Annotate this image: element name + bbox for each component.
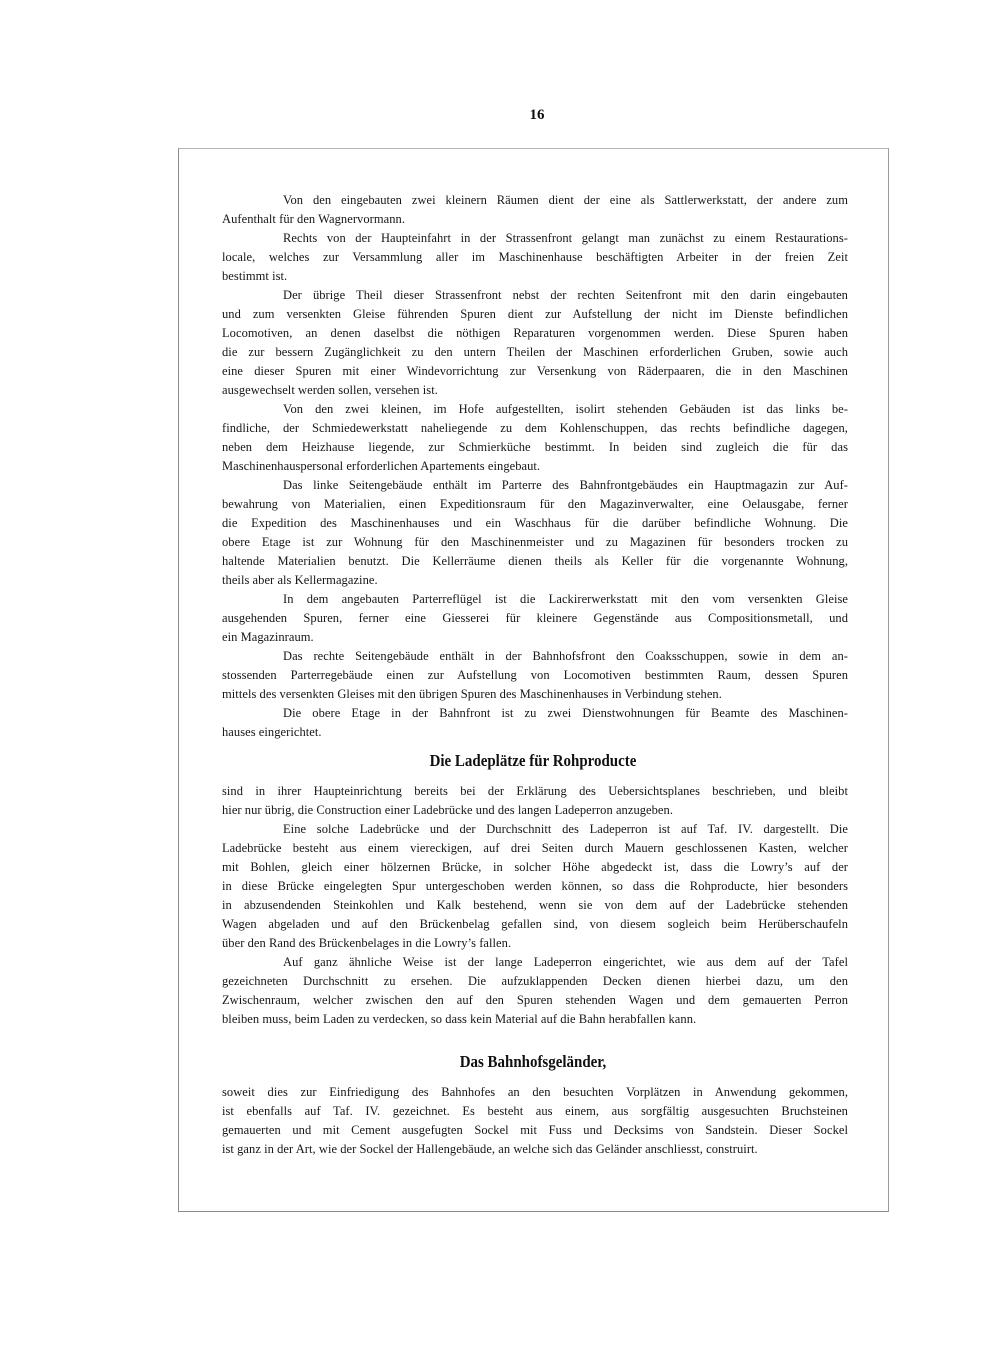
- text-line: findliche, der Schmiedewerkstatt naheliegende zu dem Kohlenschuppen, das rechts befindliche dagegen,: [222, 421, 848, 435]
- text-line: eine dieser Spuren mit einer Windevorrichtung zur Versenkung von Räderpaaren, die in den Maschinen: [222, 364, 848, 378]
- paragraph: [222, 191, 848, 229]
- text-line: stossenden Parterregebäude einen zur Aufstellung von Locomotiven bestimmten Raum, dessen Spuren: [222, 668, 848, 682]
- text-section: [222, 1050, 848, 1159]
- text-line: locale, welches zur Versammlung aller im Maschinenhause beschäftigten Arbeiter in der freien Zeit: [222, 250, 848, 264]
- text-line: in diese Brücke eingelegten Spur untergeschoben werden können, so dass die Rohproducte, hier besonders: [222, 879, 848, 893]
- text-line: Auf ganz ähnliche Weise ist der lange Ladeperron eingerichtet, wie aus dem auf der Tafel: [283, 955, 848, 969]
- text-line: in abzusendenden Steinkohlen und Kalk bestehend, wenn sie von dem auf der Ladebrücke stehenden: [222, 898, 848, 912]
- text-line: neben dem Heizhause liegende, zur Schmierküche bestimmt. In beiden sind zugleich die für das: [222, 440, 848, 454]
- paragraph: [222, 286, 848, 400]
- text-section: [222, 749, 848, 1029]
- text-line: Eine solche Ladebrücke und der Durchschnitt des Ladeperron ist auf Taf. IV. dargestellt. Die: [283, 822, 848, 836]
- section-heading: Das Bahnhofsgeländer,: [459, 1052, 607, 1071]
- paragraph: [222, 590, 848, 647]
- text-line: ist ebenfalls auf Taf. IV. gezeichnet. Es besteht aus einem, aus sorgfältig ausgesuchten Bruchsteinen: [222, 1104, 848, 1118]
- text-line: ausgehenden Spuren, ferner eine Giesserei für kleinere Gegenstände aus Compositionsmetall, und: [222, 611, 848, 625]
- text-line: Wagen abgeladen und auf den Brückenbelag gefallen sind, von diesem sogleich beim Herüberschaufeln: [222, 917, 848, 931]
- text-line: ausgewechselt werden sollen, versehen ist.: [222, 383, 438, 397]
- text-section: [222, 191, 848, 742]
- text-line: Das linke Seitengebäude enthält im Parterre des Bahnfrontgebäudes ein Hauptmagazin zur Auf-: [283, 478, 848, 492]
- text-line: hauses eingerichtet.: [222, 725, 322, 739]
- text-line: mit Bohlen, gleich einer hölzernen Brücke, in solcher Höhe abgedeckt ist, dass die Lowry’s auf der: [222, 860, 848, 874]
- text-line: sind in ihrer Haupteinrichtung bereits bei der Erklärung des Uebersichtsplanes beschrieben, und bleibt: [222, 784, 848, 798]
- paragraph: [222, 820, 848, 953]
- text-line: soweit dies zur Einfriedigung des Bahnhofes an den besuchten Vorplätzen in Anwendung gekommen,: [222, 1085, 848, 1099]
- text-line: In dem angebauten Parterreflügel ist die Lackirerwerkstatt mit den vom versenkten Gleise: [283, 592, 848, 606]
- text-line: Aufenthalt für den Wagnervormann.: [222, 212, 405, 226]
- text-line: ist ganz in der Art, wie der Sockel der Hallengebäude, an welche sich das Geländer anschliesst, construirt.: [222, 1142, 758, 1156]
- text-line: bewahrung von Materialien, einen Expeditionsraum für den Magazinverwalter, eine Oelausgabe, ferner: [222, 497, 848, 511]
- text-line: mittels des versenkten Gleises mit den übrigen Spuren des Maschinenhauses in Verbindung stehen.: [222, 687, 722, 701]
- paragraph: [222, 1083, 848, 1159]
- text-line: Von den eingebauten zwei kleinern Räumen dient der eine als Sattlerwerkstatt, der andere zum: [283, 193, 848, 207]
- text-line: hier nur übrig, die Construction einer Ladebrücke und des langen Ladeperron anzugeben.: [222, 803, 674, 817]
- paragraph: [222, 476, 848, 590]
- paragraph: [222, 647, 848, 704]
- text-line: Ladebrücke besteht aus einem viereckigen, auf drei Seiten durch Mauern geschlossenen Kasten, welcher: [222, 841, 848, 855]
- text-line: haltende Materialien benutzt. Die Kellerräume dienen theils als Keller für die vorgenannte Wohnung,: [222, 554, 848, 568]
- text-line: Maschinenhauspersonal erforderlichen Apartements eingebaut.: [222, 459, 541, 473]
- text-line: theils aber als Kellermagazine.: [222, 573, 378, 587]
- page-number: 16: [529, 107, 545, 123]
- text-line: die Expedition des Maschinenhauses und ein Waschhaus für die darüber befindliche Wohnung. Die: [222, 516, 848, 530]
- text-line: Der übrige Theil dieser Strassenfront nebst der rechten Seitenfront mit den darin eingebauten: [283, 288, 848, 302]
- text-line: Von den zwei kleinen, im Hofe aufgestellten, isolirt stehenden Gebäuden ist das links be-: [283, 402, 848, 416]
- text-line: bestimmt ist.: [222, 269, 288, 283]
- text-line: obere Etage ist zur Wohnung für den Maschinenmeister und zu Magazinen für besonders trocken zu: [222, 535, 848, 549]
- text-line: die zur bessern Zugänglichkeit zu den untern Theilen der Maschinen erforderlichen Gruben, sowie auch: [222, 345, 848, 359]
- text-line: über den Rand des Brückenbelages in die Lowry’s fallen.: [222, 936, 512, 950]
- text-line: und zum versenkten Gleise führenden Spuren dient zur Aufstellung der nicht im Dienste befindlichen: [222, 307, 848, 321]
- paragraph: [222, 229, 848, 286]
- paragraph: [222, 400, 848, 476]
- text-line: Rechts von der Haupteinfahrt in der Strassenfront gelangt man zunächst zu einem Restaurations-: [283, 231, 848, 245]
- text-line: bleiben muss, beim Laden zu verdecken, so dass kein Material auf die Bahn herabfallen kann.: [222, 1012, 697, 1026]
- text-line: gemauerten und mit Cement ausgefugten Sockel mit Fuss und Decksims von Sandstein. Dieser Sockel: [222, 1123, 848, 1137]
- text-line: Die obere Etage in der Bahnfront ist zu zwei Dienstwohnungen für Beamte des Maschinen-: [283, 706, 848, 720]
- text-line: ein Magazinraum.: [222, 630, 314, 644]
- text-line: Zwischenraum, welcher zwischen den auf den Spuren stehenden Wagen und dem gemauerten Perron: [222, 993, 848, 1007]
- text-body: [222, 191, 848, 1159]
- text-line: Locomotiven, an denen daselbst die nöthigen Reparaturen vorgenommen werden. Diese Spuren haben: [222, 326, 848, 340]
- paragraph: [222, 704, 848, 742]
- section-heading: Die Ladeplätze für Rohproducte: [429, 751, 637, 770]
- paragraph: [222, 953, 848, 1029]
- text-line: Das rechte Seitengebäude enthält in der Bahnhofsfront den Coaksschuppen, sowie in dem an-: [283, 649, 848, 663]
- text-line: gezeichneten Durchschnitt zu ersehen. Die aufzuklappenden Decken dienen hierbei dazu, um den: [222, 974, 848, 988]
- paragraph: [222, 782, 848, 820]
